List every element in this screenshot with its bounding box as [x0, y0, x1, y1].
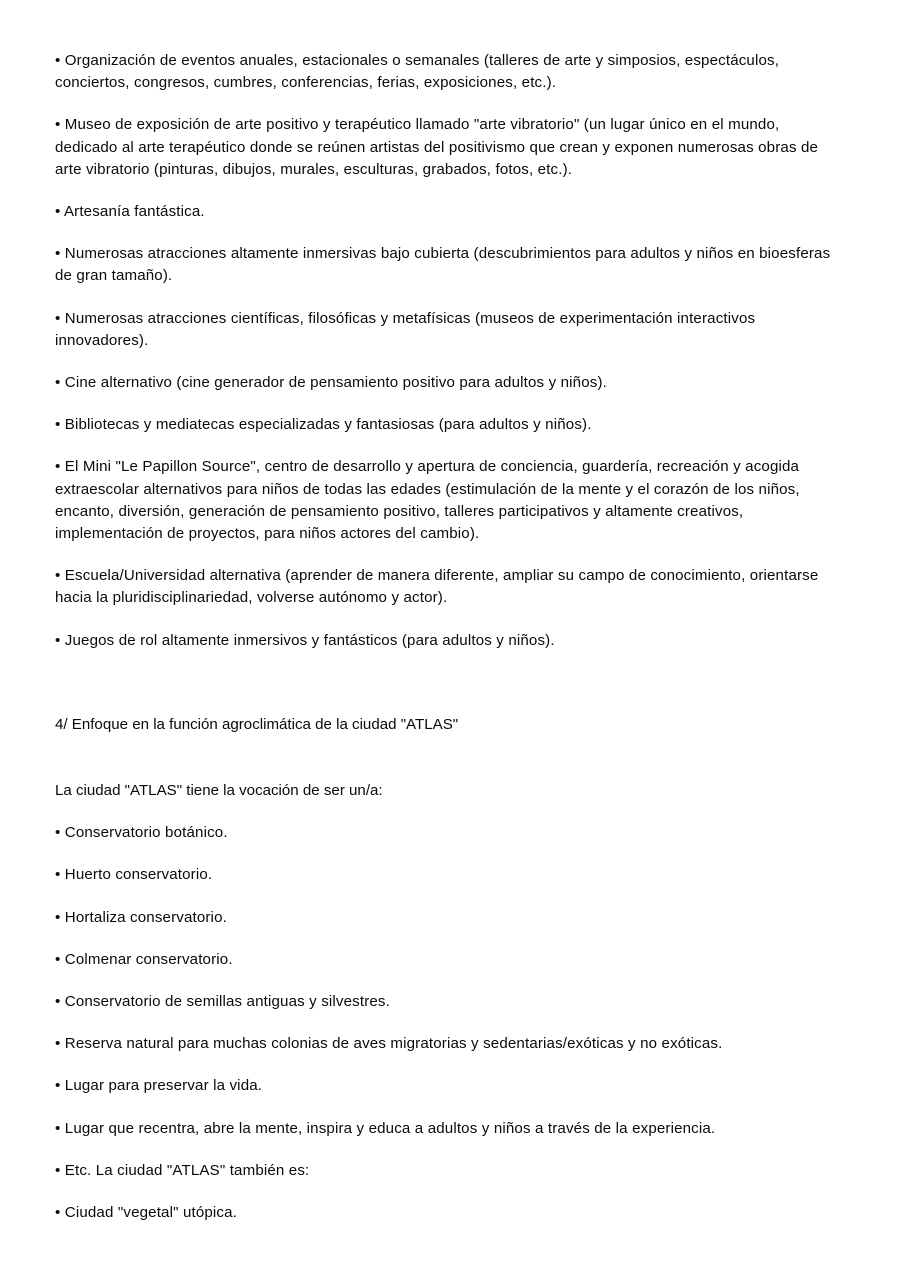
bullet-paragraph: • Artesanía fantástica.: [55, 203, 205, 221]
bullet-paragraph: • Colmenar conservatorio.: [55, 950, 233, 968]
bullet-paragraph: • Ciudad "vegetal" utópica.: [55, 1204, 238, 1222]
intro-line: La ciudad "ATLAS" tiene la vocación de ser un/a:: [55, 782, 383, 800]
bullet-paragraph: • Conservatorio botánico.: [55, 824, 228, 842]
bullet-paragraph: • Huerto conservatorio.: [55, 866, 213, 884]
bullet-paragraph: • Conservatorio de semillas antiguas y silvestres.: [55, 993, 390, 1011]
bullet-paragraph: • Etc. La ciudad "ATLAS" también es:: [55, 1161, 310, 1179]
bullet-paragraph: • Numerosas atracciones científicas, filosóficas y metafísicas (museos de experimentación interactivos innovadores).: [55, 309, 756, 349]
bullet-paragraph: • Bibliotecas y mediatecas especializadas y fantasiosas (para adultos y niños).: [55, 416, 592, 434]
section-spacer: [55, 802, 845, 822]
bullet-paragraph: • Lugar para preservar la vida.: [55, 1077, 263, 1095]
bullet-paragraph: • Hortaliza conservatorio.: [55, 908, 227, 926]
bullet-paragraph: • Museo de exposición de arte positivo y terapéutico llamado "arte vibratorio" (un lugar único en el mundo, dedicado al arte terapéutico donde se reúnen artistas del positivismo que crean y exponen numerosas obras de arte vibratorio (pinturas, dibujos, murales, esculturas, grabados, fotos, etc.).: [55, 116, 819, 178]
bullet-paragraph: • Numerosas atracciones altamente inmersivas bajo cubierta (descubrimientos para adultos y niños en bioesferas de gran tamaño).: [55, 245, 831, 285]
bullet-paragraph: • Reserva natural para muchas colonias de aves migratorias y sedentarias/exóticas y no exóticas.: [55, 1035, 723, 1053]
section-spacer: [55, 672, 845, 714]
bullet-paragraph: • El Mini "Le Papillon Source", centro de desarrollo y apertura de conciencia, guardería, recreación y acogida extraescolar alternativos para niños de todas las edades (estimulación de la mente y el corazón de los niños, encanto, diversión, generación de pensamiento positivo, talleres participativos y altamente creativos, implementación de proyectos, para niños actores del cambio).: [55, 458, 800, 543]
section-heading: 4/ Enfoque en la función agroclimática de la ciudad "ATLAS": [55, 715, 459, 733]
document-body: [55, 50, 845, 1244]
bullet-paragraph: • Lugar que recentra, abre la mente, inspira y educa a adultos y niños a través de la experiencia.: [55, 1119, 716, 1137]
bullet-paragraph: • Juegos de rol altamente inmersivos y fantásticos (para adultos y niños).: [55, 631, 555, 649]
section-spacer: [55, 736, 845, 780]
bullet-paragraph: • Cine alternativo (cine generador de pensamiento positivo para adultos y niños).: [55, 374, 607, 392]
bullet-paragraph: • Escuela/Universidad alternativa (aprender de manera diferente, ampliar su campo de conocimiento, orientarse hacia la pluridisciplinariedad, volverse autónomo y actor).: [55, 567, 819, 607]
bullet-paragraph: • Organización de eventos anuales, estacionales o semanales (talleres de arte y simposios, espectáculos, conciertos, congresos, cumbres, conferencias, ferias, exposiciones, etc.).: [55, 52, 780, 92]
